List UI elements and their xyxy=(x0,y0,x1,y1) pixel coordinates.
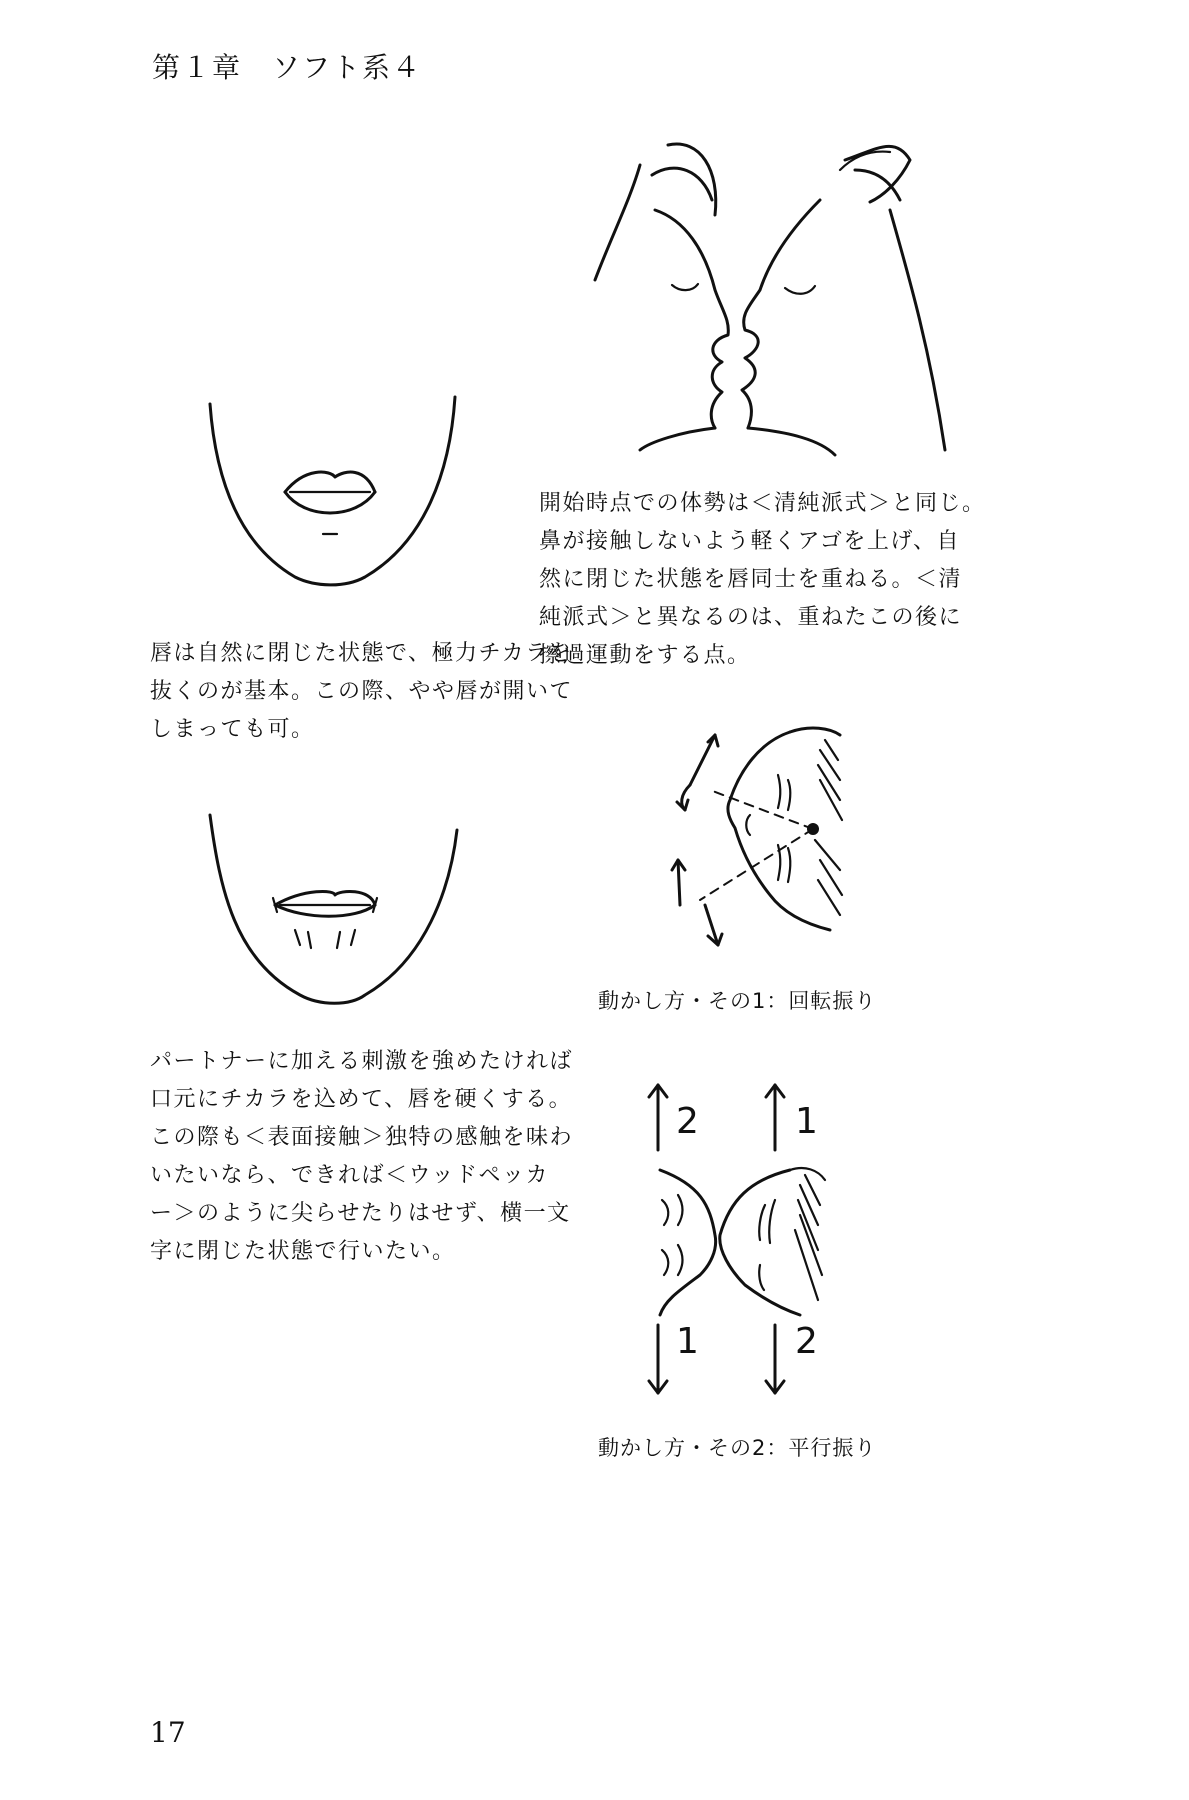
text-line: いたいなら、できれば＜ウッドペッカ xyxy=(150,1163,550,1188)
relaxed-lips-illustration xyxy=(205,392,465,592)
rotation-motion-diagram xyxy=(660,720,860,960)
text-line: 口元にチカラを込めて、唇を硬くする。 xyxy=(150,1087,573,1112)
rotation-caption: 動かし方・その1：回転振り xyxy=(598,989,877,1013)
diagram-label-top-right: 1 xyxy=(795,1101,818,1142)
text-line: 鼻が接触しないよう軽くアゴを上げ、自 xyxy=(539,529,961,554)
text-line: しまっても可。 xyxy=(150,717,315,742)
text-line: ー＞のように尖らせたりはせず、横一文 xyxy=(150,1201,571,1226)
text-line: 然に閉じた状態を唇同士を重ねる。＜清 xyxy=(539,567,963,592)
text-line: パートナーに加える刺激を強めたければ xyxy=(150,1049,574,1074)
page-number: 17 xyxy=(150,1716,186,1749)
parallel-motion-diagram xyxy=(640,1075,860,1405)
firm-lips-paragraph xyxy=(150,1043,573,1271)
text-line: 擦過運動をする点。 xyxy=(539,643,751,668)
relaxed-lips-paragraph xyxy=(150,635,573,749)
kiss-start-paragraph xyxy=(539,485,986,675)
text-line: 唇は自然に閉じた状態で、極力チカラを xyxy=(150,641,573,666)
chapter-header: 第１章 ソフト系４ xyxy=(152,51,423,84)
text-line: 抜くのが基本。この際、やや唇が開いて xyxy=(150,679,574,704)
diagram-label-bottom-left: 1 xyxy=(676,1321,699,1362)
text-line: この際も＜表面接触＞独特の感触を味わ xyxy=(150,1125,574,1150)
parallel-caption: 動かし方・その2：平行振り xyxy=(598,1436,877,1460)
diagram-label-top-left: 2 xyxy=(676,1101,699,1142)
text-line: 開始時点での体勢は＜清純派式＞と同じ。 xyxy=(539,491,986,516)
kissing-couple-illustration xyxy=(590,140,950,450)
diagram-label-bottom-right: 2 xyxy=(795,1321,818,1362)
firm-lips-illustration xyxy=(205,810,465,1015)
text-line: 字に閉じた状態で行いたい。 xyxy=(150,1239,456,1264)
text-line: 純派式＞と異なるのは、重ねたこの後に xyxy=(539,605,963,630)
